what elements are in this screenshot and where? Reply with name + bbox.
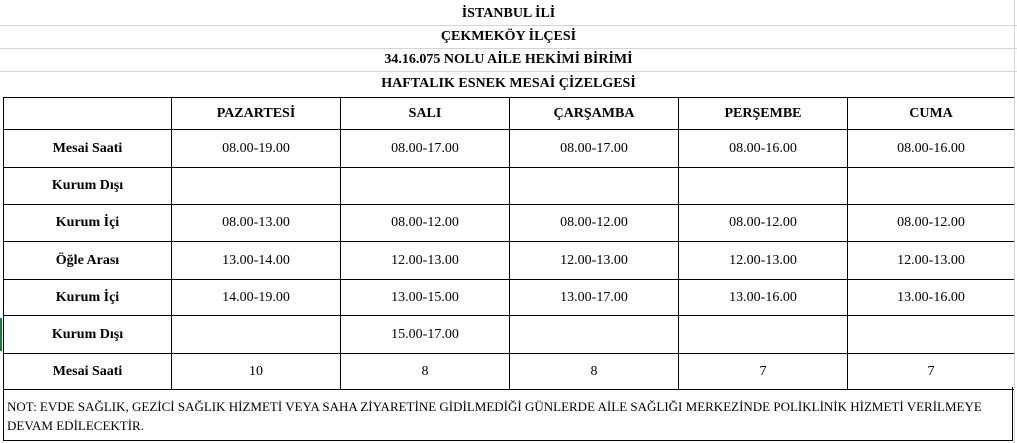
row-label: Mesai Saati — [4, 354, 172, 390]
row-divider — [0, 71, 1017, 72]
row-label: Öğle Arası — [4, 242, 172, 280]
row-label: Kurum Dışı — [4, 168, 172, 205]
total-cell: 7 — [679, 354, 848, 390]
day-header: PERŞEMBE — [679, 98, 848, 130]
time-cell: 08.00-12.00 — [510, 205, 679, 242]
time-cell: 13.00-14.00 — [172, 242, 341, 280]
time-cell: 08.00-16.00 — [848, 130, 1015, 168]
time-cell — [848, 316, 1015, 354]
sheet-edge — [1014, 0, 1015, 443]
total-cell: 8 — [341, 354, 510, 390]
time-cell: 08.00-12.00 — [679, 205, 848, 242]
table-row — [4, 205, 1015, 242]
time-cell — [172, 316, 341, 354]
day-header: CUMA — [848, 98, 1015, 130]
time-cell: 08.00-13.00 — [172, 205, 341, 242]
time-cell: 15.00-17.00 — [341, 316, 510, 354]
time-cell — [341, 168, 510, 205]
time-cell — [510, 316, 679, 354]
total-cell: 7 — [848, 354, 1015, 390]
time-cell: 08.00-12.00 — [848, 205, 1015, 242]
time-cell: 13.00-15.00 — [341, 280, 510, 316]
time-cell: 12.00-13.00 — [848, 242, 1015, 280]
schedule-table — [3, 97, 1015, 390]
time-cell: 14.00-19.00 — [172, 280, 341, 316]
day-header-row — [4, 98, 1015, 130]
district-title: ÇEKMEKÖY İLÇESİ — [440, 29, 577, 44]
footer-note: NOT: EVDE SAĞLIK, GEZİCİ SAĞLIK HİZMETİ VEYA SAHA ZİYARETİNE GİDİLMEDİĞİ GÜNLERDE AİLE SAĞLIĞI MERKEZİNDE POLİKLİNİK HİZMETİ VERİLMEYE DEVAM EDİLECEKTİR. — [3, 387, 1013, 441]
total-cell: 8 — [510, 354, 679, 390]
time-cell: 12.00-13.00 — [341, 242, 510, 280]
table-row — [4, 280, 1015, 316]
time-cell: 12.00-13.00 — [679, 242, 848, 280]
selection-marker — [0, 318, 2, 351]
unit-title: 34.16.075 NOLU AİLE HEKİMİ BİRİMİ — [384, 52, 633, 67]
table-row — [4, 168, 1015, 205]
table-row — [4, 316, 1015, 354]
row-label: Kurum İçi — [4, 280, 172, 316]
row-label: Kurum Dışı — [4, 316, 172, 354]
time-cell — [848, 168, 1015, 205]
time-cell: 12.00-13.00 — [510, 242, 679, 280]
table-row — [4, 354, 1015, 390]
day-header: ÇARŞAMBA — [510, 98, 679, 130]
time-cell — [679, 316, 848, 354]
time-cell: 08.00-12.00 — [341, 205, 510, 242]
table-row — [4, 130, 1015, 168]
corner-cell — [4, 98, 172, 130]
total-cell: 10 — [172, 354, 341, 390]
time-cell — [679, 168, 848, 205]
time-cell: 08.00-16.00 — [679, 130, 848, 168]
row-label: Kurum İçi — [4, 205, 172, 242]
time-cell: 13.00-16.00 — [679, 280, 848, 316]
time-cell — [172, 168, 341, 205]
day-header: PAZARTESİ — [172, 98, 341, 130]
time-cell — [510, 168, 679, 205]
time-cell: 13.00-16.00 — [848, 280, 1015, 316]
province-title: İSTANBUL İLİ — [461, 6, 556, 21]
time-cell: 08.00-17.00 — [341, 130, 510, 168]
time-cell: 08.00-19.00 — [172, 130, 341, 168]
time-cell: 13.00-17.00 — [510, 280, 679, 316]
schedule-title: HAFTALIK ESNEK MESAİ ÇİZELGESİ — [381, 76, 636, 91]
time-cell: 08.00-17.00 — [510, 130, 679, 168]
row-label: Mesai Saati — [4, 130, 172, 168]
day-header: SALI — [341, 98, 510, 130]
table-row — [4, 242, 1015, 280]
